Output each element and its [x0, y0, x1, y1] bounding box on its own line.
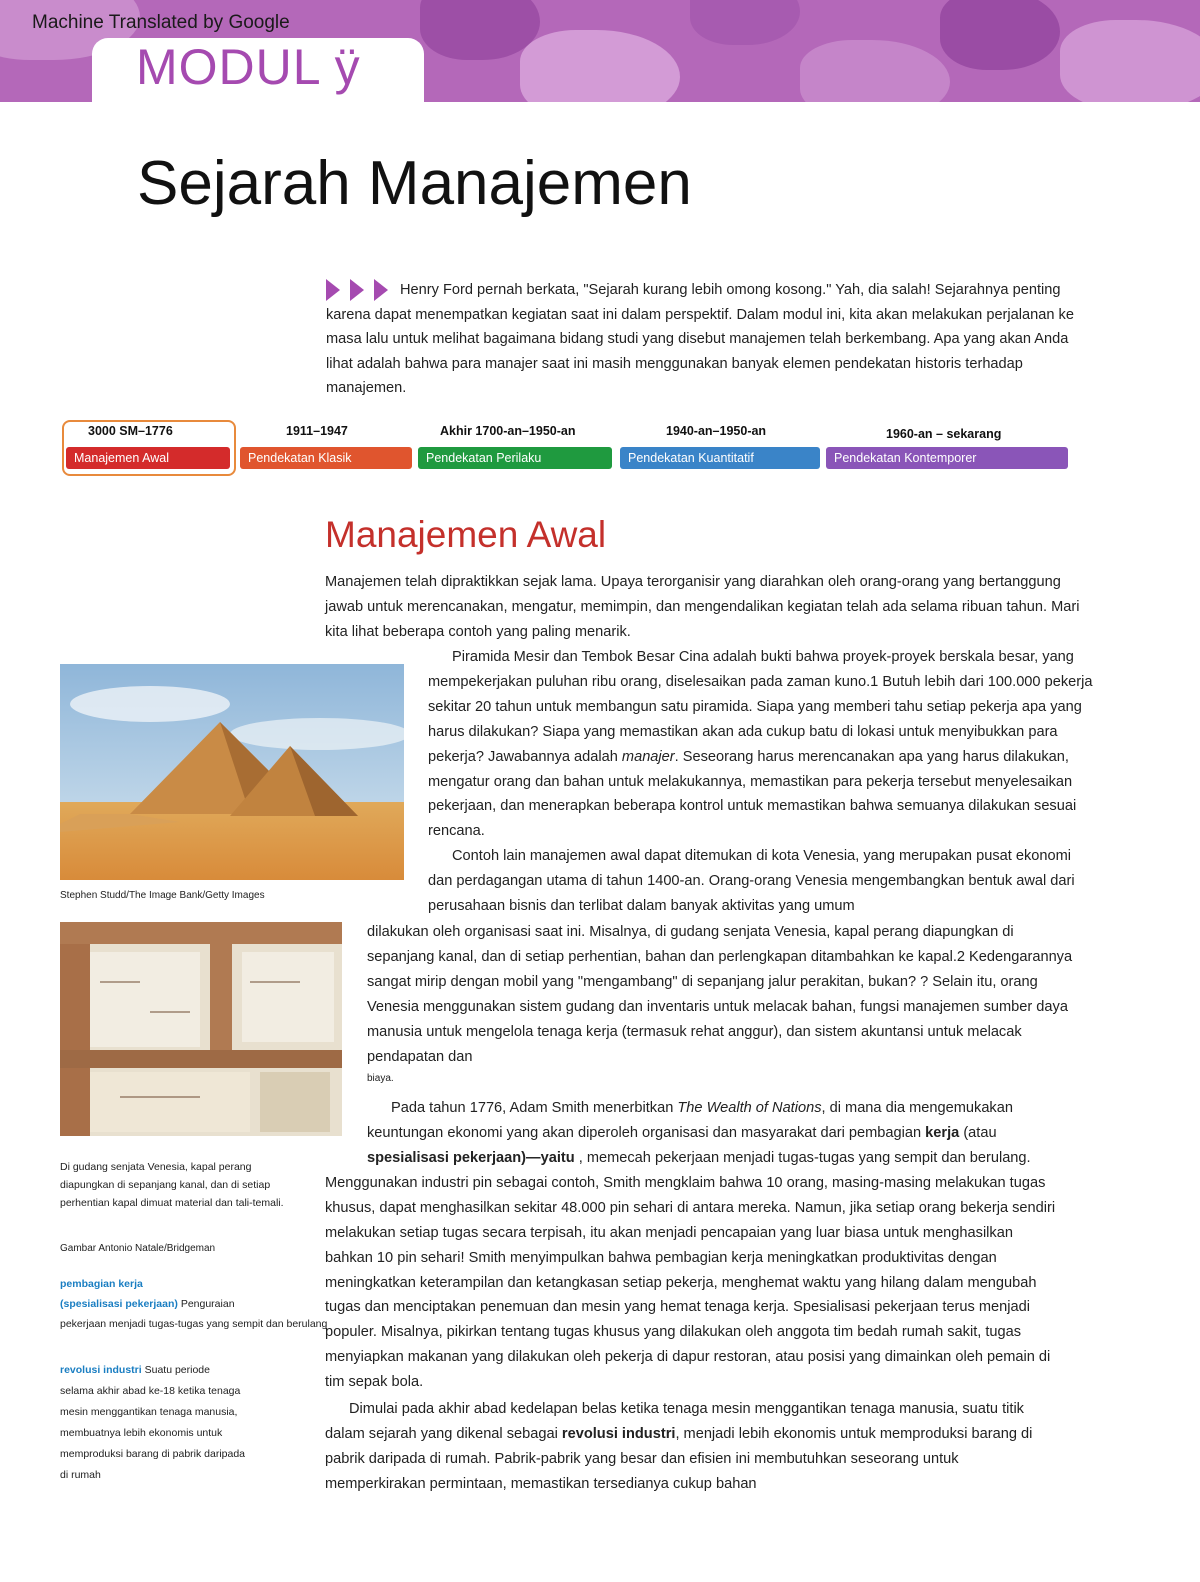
timeline-date: Akhir 1700-an–1950-an [440, 424, 576, 438]
paragraph-venice [367, 920, 1077, 1069]
paragraph-pyramids [428, 645, 1093, 919]
timeline-item-pendekatan-klasik[interactable]: Pendekatan Klasik [240, 447, 412, 469]
paragraph-adam-smith-start: Pada tahun 1776, Adam Smith menerbitkan The Wealth of Nations, di mana dia mengemukakan keuntungan ekonomi yang akan diperoleh organisasi dan masyarakat dari pembagian kerja (atau [367, 1100, 1013, 1141]
glossary-term: pembagian kerja [60, 1278, 143, 1290]
figure-credit: Gambar Antonio Natale/Bridgeman [60, 1243, 216, 1254]
intro-text: Henry Ford pernah berkata, "Sejarah kurang lebih omong kosong." Yah, dia salah! Sejarahnya penting karena dapat menempatkan kegiatan saat ini dalam perspektif. Dalam modul ini, kita akan melakukan perjalanan ke masa lalu untuk melihat bagaimana bidang studi yang disebut manajemen telah berkembang. Apa yang akan Anda lihat adalah bahwa para manajer saat ini masih menggunakan banyak elemen pendekatan historis terhadap manajemen. [326, 282, 1074, 397]
paragraph-intro-management [325, 570, 1085, 645]
timeline-item-pendekatan-kuantitatif[interactable]: Pendekatan Kuantitatif [620, 447, 820, 469]
glossary-industrial-revolution: revolusi industri Suatu periode selama akhir abad ke-18 ketika tenaga mesin menggantikan tenaga manusia, membuatnya lebih ekonomis untuk memproduksi barang di pabrik daripada di rumah [60, 1364, 246, 1481]
paragraph-3b: dilakukan oleh organisasi saat ini. Misalnya, di gudang senjata Venesia, kapal perang diapungkan di sepanjang kanal, dan di setiap perhentian, bahan dan perlengkapan ditambahkan ke kapal.2 Kedengarannya sangat mirip dengan mobil yang "mengambang" di sepanjang jalur perakitan, bukan? ? Selain itu, orang Venesia menggunakan sistem gudang dan inventaris untuk melacak bahan, fungsi manajemen sumber daya manusia untuk mengelola tenaga kerja (termasuk rehat anggur), dan sistem akuntansi untuk melacak pendapatan dan [367, 924, 1073, 1065]
glossary-term: (spesialisasi pekerjaan) [60, 1298, 178, 1310]
intro-paragraph [326, 278, 1086, 401]
timeline-date: 1940-an–1950-an [666, 424, 767, 438]
venice-arsenal-image [60, 922, 342, 1136]
machine-translated-label: Machine Translated by Google [32, 12, 290, 33]
page-title: Sejarah Manajemen [137, 149, 692, 218]
timeline-date: 1911–1947 [286, 424, 348, 438]
module-label: MODUL ÿ [136, 39, 361, 95]
paragraph-industrial-revolution: Dimulai pada akhir abad kedelapan belas ketika tenaga mesin menggantikan tenaga manusia, suatu titik dalam sejarah yang dikenal sebagai revolusi industri, menjadi lebih ekonomis untuk memproduksi barang di pabrik daripada di rumah. Pabrik-pabrik yang besar dan efisien ini membutuhkan seseorang untuk memperkirakan permintaan, memastikan tersedianya cukup bahan [325, 1401, 1033, 1492]
section-heading: Manajemen Awal [325, 514, 607, 555]
paragraph-1: Manajemen telah dipraktikkan sejak lama. Upaya terorganisir yang diarahkan oleh orang-orang yang bertanggung jawab untuk merencanakan, mengatur, memimpin, dan mengendalikan kegiatan telah ada selama ribuan tahun. Mari kita lihat beberapa contoh yang paling menarik. [325, 574, 1080, 640]
paragraph-3a: Contoh lain manajemen awal dapat ditemukan di kota Venesia, yang merupakan pusat ekonomi dan perdagangan utama di tahun 1400-an. Orang-orang Venesia mengembangkan bentuk awal dari perusahaan bisnis dan terlibat dalam banyak aktivitas yang umum [428, 848, 1075, 915]
timeline-date: 3000 SM–1776 [88, 424, 173, 438]
timeline-date: 1960-an – sekarang [886, 427, 1002, 441]
paragraph-2: Piramida Mesir dan Tembok Besar Cina adalah bukti bahwa proyek-proyek berskala besar, yang mempekerjakan puluhan ribu orang, diselesaikan pada zaman kuno.1 Butuh lebih dari 100.000 pekerja sekitar 20 tahun untuk membangun satu piramida. Siapa yang memberi tahu setiap pekerja apa yang harus dilakukan? Siapa yang memastikan akan ada cukup batu di lokasi untuk menyibukkan para pekerja? Jawabannya adalah manajer. Seseorang harus merencanakan apa yang harus dilakukan, mengatur orang dan bahan untuk melakukannya, memastikan para pekerja tersebut menyelesaikan pekerjaan, dan menerapkan beberapa kontrol untuk memastikan bahwa semuanya dilakukan sesuai rencana. [428, 649, 1093, 840]
pyramids-photo [60, 664, 404, 880]
timeline-item-pendekatan-kontemporer[interactable]: Pendekatan Kontemporer [826, 447, 1068, 469]
timeline-item-pendekatan-perilaku[interactable]: Pendekatan Perilaku [418, 447, 612, 469]
figure-caption: Di gudang senjata Venesia, kapal perang diapungkan di sepanjang kanal, dan di setiap perhentian kapal dimuat material dan tali-temali. [60, 1161, 284, 1209]
timeline [62, 420, 1072, 480]
triple-arrow-icon [326, 279, 394, 301]
timeline-item-manajemen-awal[interactable]: Manajemen Awal [66, 447, 230, 469]
glossary-term: revolusi industri [60, 1364, 142, 1376]
photo-credit: Stephen Studd/The Image Bank/Getty Images [60, 890, 265, 901]
paragraph-adam-smith: spesialisasi pekerjaan)—yaitu , memecah pekerjaan menjadi tugas-tugas yang sempit dan berulang. Menggunakan industri pin sebagai contoh, Smith mengklaim bahwa 10 orang, masing-masing melakukan tugas khusus, dapat menghasilkan sekitar 48.000 pin sehari di antara mereka. Namun, jika setiap orang bekerja sendiri melakukan setiap tugas secara terpisah, itu akan menjadi pencapaian yang luar biasa untuk menghasilkan bahkan 10 pin sehari! Smith menyimpulkan bahwa pembagian kerja meningkatkan produktivitas dengan meningkatkan keterampilan dan ketangkasan setiap pekerja, menghemat waktu yang hilang dalam mengubah tugas dan menciptakan penemuan dan mesin yang hemat tenaga kerja. Spesialisasi pekerjaan terus menjadi populer. Misalnya, pikirkan tentang tugas khusus yang dilakukan oleh anggota tim bedah rumah sakit, tugas menyiapkan makanan yang dilakukan oleh pekerja di dapur restoran, atau posisi yang dimainkan oleh pemain di tim sepak bola. [325, 1150, 1056, 1391]
glossary-division-of-labor: pembagian kerja (spesialisasi pekerjaan) Penguraian pekerjaan menjadi tugas-tugas yang sempit dan berulang [60, 1278, 328, 1330]
paragraph-3-tail: biaya. [367, 1073, 394, 1084]
